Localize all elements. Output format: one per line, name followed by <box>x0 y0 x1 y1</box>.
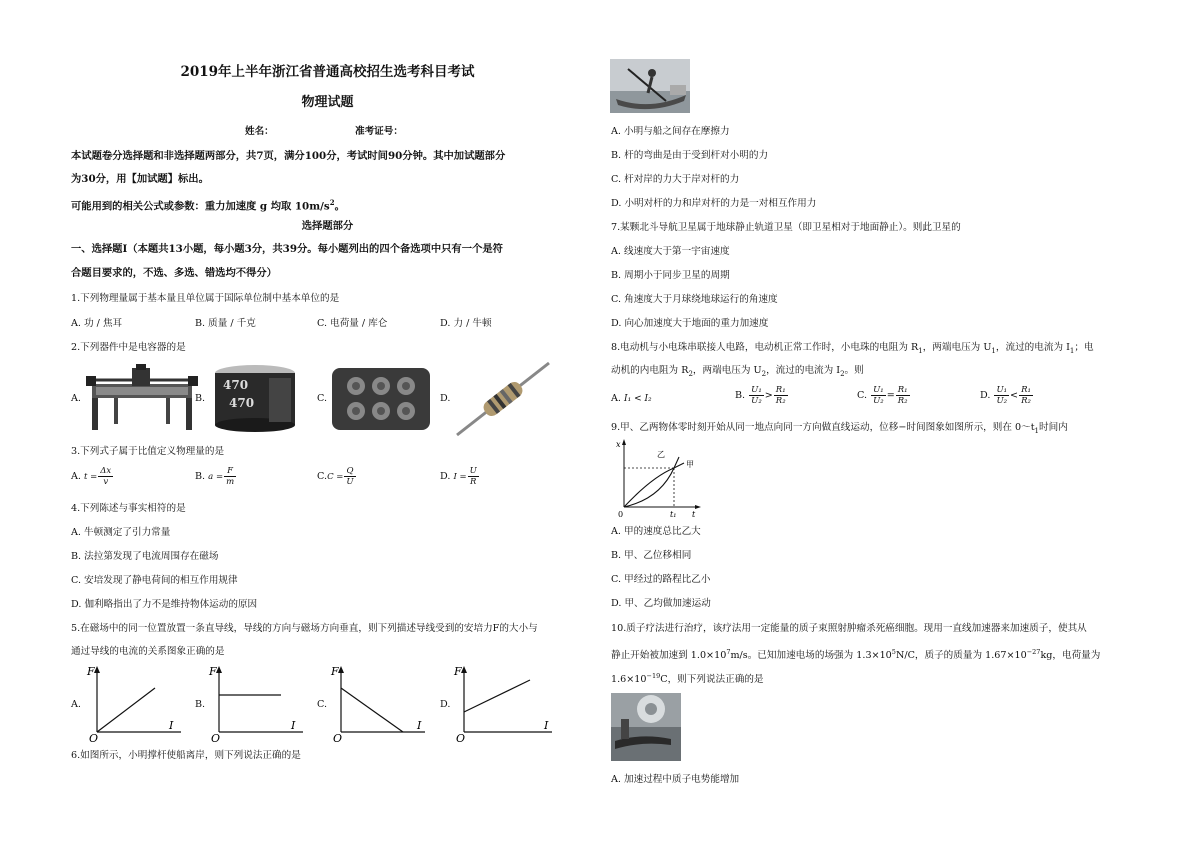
q3-option-c[interactable]: C.C = $\frac{Q}{U}$ <box>317 466 354 487</box>
q10-stem-3: $1.6\times 10^{-19}C$，则下列说法正确的是 <box>611 672 764 686</box>
q2-option-a[interactable]: A. <box>71 393 81 404</box>
q5c-axis-x: I <box>417 719 422 732</box>
q5a-axis-y: F <box>87 665 95 678</box>
q7-option-b[interactable]: B. 周期小于同步卫星的周期 <box>611 270 730 281</box>
q9-t1-label: t₁ <box>670 510 677 519</box>
q5d-axis-x: I <box>544 719 549 732</box>
q10-stem-1: 10.质子疗法进行治疗，该疗法用一定能量的质子束照射肿瘤杀死癌细胞。现用一直线加速器来加速质子，使其从 <box>611 623 1087 634</box>
q1-stem: 1.下列物理量属于基本量且单位属于国际单位制中基本单位的是 <box>71 293 340 304</box>
q6-option-a[interactable]: A. 小明与船之间存在摩擦力 <box>611 126 730 137</box>
section-title: 选择题部分 <box>301 220 354 232</box>
q5-option-a[interactable]: A. <box>71 699 81 710</box>
q5-option-b[interactable]: B. <box>195 699 206 710</box>
q8-stem-2: 动机的内电阻为 $R_2$，两端电压为 $U_2$，流过的电流为 $I_2$。则 <box>611 365 864 378</box>
intro-line-2: 为30分，用【加试题】标出。 <box>71 173 209 185</box>
q5b-origin: O <box>211 732 221 744</box>
q2-option-d[interactable]: D. <box>440 393 451 404</box>
q10-option-a[interactable]: A. 加速过程中质子电势能增加 <box>611 774 740 785</box>
formula-note: 可能用到的相关公式或参数：重力加速度 g 均取 $10m/s^2$。 <box>71 198 345 213</box>
q7-option-d[interactable]: D. 向心加速度大于地面的重力加速度 <box>611 318 769 329</box>
q1-option-a[interactable]: A. 功 / 焦耳 <box>71 318 123 329</box>
q2-option-c[interactable]: C. <box>317 393 328 404</box>
q5-option-d[interactable]: D. <box>440 699 451 710</box>
q9-xt-graph <box>612 437 702 519</box>
q9-jia-label: 甲 <box>686 460 694 469</box>
intro-line-1: 本试题卷分选择题和非选择题两部分，共7页，满分100分，考试时间90分钟。其中加试题部分 <box>71 150 506 162</box>
q9-option-c[interactable]: C. 甲经过的路程比乙小 <box>611 574 711 585</box>
q5-graph-d <box>452 664 557 744</box>
q1-option-d[interactable]: D. 力 / 牛顿 <box>440 318 492 329</box>
q8-option-b[interactable]: B. $\frac{\text{U₁}}{\text{U₂}}$ > $\frac{\text{R₁}}{\text{R₂}}$ <box>735 385 786 406</box>
q1-option-c[interactable]: C. 电荷量 / 库仑 <box>317 318 388 329</box>
q5-graph-c <box>329 664 429 744</box>
q3-option-b[interactable]: B. a = $\frac{F}{m}$ <box>195 466 235 487</box>
q8-option-a[interactable]: A. I₁ < I₂ <box>611 393 652 404</box>
capacitor-image <box>209 363 301 433</box>
q4-option-a[interactable]: A. 牛顿测定了引力常量 <box>71 527 171 538</box>
q9-stem: 9.甲、乙两物体零时刻开始从同一地点向同一方向做直线运动，位移−时间图象如图所示，则在 $0\sim t_1$时间内 <box>611 422 1068 435</box>
part1-instruction-2: 合题目要求的，不选、多选、错选均不得分） <box>71 267 277 279</box>
q2-stem: 2.下列器件中是电容器的是 <box>71 342 186 353</box>
q1-option-b[interactable]: B. 质量 / 千克 <box>195 318 256 329</box>
q10-stem-2: 静止开始被加速到 $1.0\times 10^7m/s$。已知加速电场的场强为 $1.3\times 10^5N/C$，质子的质量为 $1.67\times 10^{-27}kg$，电荷量为 <box>611 648 1101 662</box>
q3-stem: 3.下列式子属于比值定义物理量的是 <box>71 446 225 457</box>
q5b-axis-y: F <box>209 665 217 678</box>
q5d-origin: O <box>456 732 466 744</box>
q6-option-c[interactable]: C. 杆对岸的力大于岸对杆的力 <box>611 174 740 185</box>
q9-axis-x-label: x <box>616 440 621 449</box>
q2-option-b[interactable]: B. <box>195 393 206 404</box>
q5-stem-1: 5.在磁场中的同一位置放置一条直导线，导线的方向与磁场方向垂直，则下列描述导线受到的安培力F的大小与 <box>71 623 538 634</box>
q7-stem: 7.某颗北斗导航卫星属于地球静止轨道卫星（即卫星相对于地面静止）。则此卫星的 <box>611 222 961 233</box>
capacitor-label-2: 470 <box>229 396 255 410</box>
q5c-origin: O <box>333 732 343 744</box>
proton-therapy-image <box>611 693 681 761</box>
q5-option-c[interactable]: C. <box>317 699 328 710</box>
q3-option-a[interactable]: A. t = $\frac{\Delta x}{v}$ <box>71 466 112 487</box>
q9-yi-label: 乙 <box>657 450 665 459</box>
q5a-axis-x: I <box>169 719 174 732</box>
boat-pole-image <box>610 59 690 113</box>
q5d-axis-y: F <box>454 665 462 678</box>
resistor-image <box>453 359 553 439</box>
q4-option-c[interactable]: C. 安培发现了静电荷间的相互作用规律 <box>71 575 238 586</box>
page-title: 2019年上半年浙江省普通高校招生选考科目考试 <box>180 64 475 80</box>
q8-stem-1: 8.电动机与小电珠串联接人电路，电动机正常工作时，小电珠的电阻为 $R_1$，两端电压为 $U_1$，流过的电流为 $I_1$；电 <box>611 342 1094 355</box>
q8-option-c[interactable]: C. $\frac{\text{U₁}}{\text{U₂}}$ = $\frac{\text{R₁}}{\text{R₂}}$ <box>857 385 908 406</box>
q9-origin: 0 <box>618 510 624 519</box>
capacitor-label-1: 470 <box>223 378 249 392</box>
q4-option-d[interactable]: D. 伽利略指出了力不是维持物体运动的原因 <box>71 599 258 610</box>
q8-option-d[interactable]: D. $\frac{\text{U₁}}{\text{U₂}}$ < $\frac{\text{R₁}}{\text{R₂}}$ <box>980 385 1031 406</box>
q5-stem-2: 通过导线的电流的关系图象正确的是 <box>71 646 225 657</box>
q9-option-b[interactable]: B. 甲、乙位移相同 <box>611 550 692 561</box>
q3-option-d[interactable]: D. I = $\frac{U}{R}$ <box>440 466 477 487</box>
q4-option-b[interactable]: B. 法拉第发现了电流周围存在磁场 <box>71 551 219 562</box>
q5-graph-a <box>85 664 185 744</box>
q6-option-d[interactable]: D. 小明对杆的力和岸对杆的力是一对相互作用力 <box>611 198 817 209</box>
page-subtitle: 物理试题 <box>301 95 354 110</box>
name-label: 姓名： <box>245 126 274 137</box>
q5c-axis-y: F <box>331 665 339 678</box>
part1-instruction-1: 一、选择题Ⅰ（本题共13小题，每小题3分，共39分。每小题列出的四个备选项中只有一个是符 <box>71 243 503 255</box>
q9-axis-t-label: t <box>692 510 696 519</box>
rheostat-image <box>86 362 198 434</box>
q4-stem: 4.下列陈述与事实相符的是 <box>71 503 186 514</box>
bulb-array-image <box>330 364 432 432</box>
q9-option-a[interactable]: A. 甲的速度总比乙大 <box>611 526 701 537</box>
exam-id-label: 准考证号： <box>355 126 403 137</box>
q5-graph-b <box>207 664 307 744</box>
q5b-axis-x: I <box>291 719 296 732</box>
q6-stem: 6.如图所示，小明撑杆使船离岸，则下列说法正确的是 <box>71 750 301 761</box>
q7-option-a[interactable]: A. 线速度大于第一宇宙速度 <box>611 246 730 257</box>
q5a-origin: O <box>89 732 99 744</box>
q6-option-b[interactable]: B. 杆的弯曲是由于受到杆对小明的力 <box>611 150 769 161</box>
q9-option-d[interactable]: D. 甲、乙均做加速运动 <box>611 598 711 609</box>
q7-option-c[interactable]: C. 角速度大于月球绕地球运行的角速度 <box>611 294 778 305</box>
